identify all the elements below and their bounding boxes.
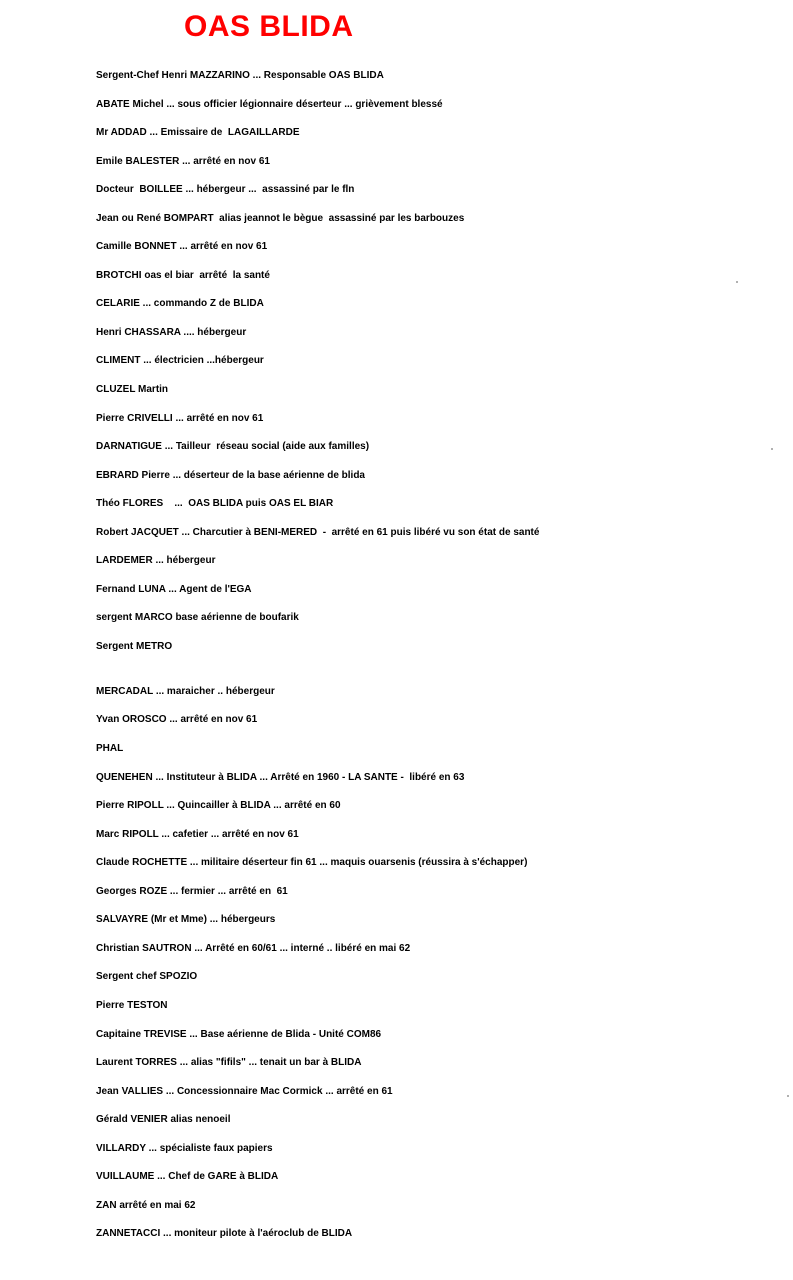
list-item: EBRARD Pierre ... déserteur de la base aérienne de blida: [96, 469, 365, 481]
list-item: MERCADAL ... maraicher .. hébergeur: [96, 685, 275, 697]
list-item: Sergent-Chef Henri MAZZARINO ... Responsable OAS BLIDA: [96, 70, 384, 81]
scan-speck: [736, 281, 738, 283]
list-item: CELARIE ... commando Z de BLIDA: [96, 298, 264, 310]
list-item: Yvan OROSCO ... arrêté en nov 61: [96, 714, 258, 726]
list-item: Capitaine TREVISE ... Base aérienne de Blida - Unité COM86: [96, 1028, 382, 1040]
list-item: Jean VALLIES ... Concessionnaire Mac Cormick ... arrêté en 61: [96, 1085, 393, 1097]
list-item: Pierre CRIVELLI ... arrêté en nov 61: [96, 412, 264, 424]
list-item: Mr ADDAD ... Emissaire de LAGAILLARDE: [96, 127, 300, 139]
list-item: ZANNETACCI ... moniteur pilote à l'aéroclub de BLIDA: [96, 1228, 353, 1240]
list-item: Docteur BOILLEE ... hébergeur ... assassiné par le fln: [96, 184, 355, 196]
list-item: Fernand LUNA ... Agent de l'EGA: [96, 583, 252, 595]
list-item: CLIMENT ... électricien ...hébergeur: [96, 355, 264, 367]
scan-speck: [771, 448, 773, 450]
list-item: Sergent chef SPOZIO: [96, 971, 198, 983]
list-item: Camille BONNET ... arrêté en nov 61: [96, 241, 268, 253]
list-item: LARDEMER ... hébergeur: [96, 555, 216, 567]
page-title: OAS BLIDA: [184, 10, 354, 43]
list-item: Marc RIPOLL ... cafetier ... arrêté en nov 61: [96, 828, 299, 840]
list-item: ABATE Michel ... sous officier légionnaire déserteur ... grièvement blessé: [96, 98, 443, 110]
list-item: VILLARDY ... spécialiste faux papiers: [96, 1142, 273, 1154]
list-item: VUILLAUME ... Chef de GARE à BLIDA: [96, 1171, 279, 1183]
list-item: Henri CHASSARA .... hébergeur: [96, 326, 247, 338]
list-item: Emile BALESTER ... arrêté en nov 61: [96, 155, 270, 167]
list-item: PHAL: [96, 743, 124, 755]
list-item: Gérald VENIER alias nenoeil: [96, 1114, 231, 1126]
list-item: sergent MARCO base aérienne de boufarik: [96, 612, 299, 624]
list-item: Pierre RIPOLL ... Quincailler à BLIDA ... arrêté en 60: [96, 800, 341, 812]
list-item: Théo FLORES ... OAS BLIDA puis OAS EL BIAR: [96, 498, 334, 510]
list-item: QUENEHEN ... Instituteur à BLIDA ... Arrêté en 1960 - LA SANTE - libéré en 63: [96, 771, 465, 783]
list-item: Robert JACQUET ... Charcutier à BENI-MERED - arrêté en 61 puis libéré vu son état de santé: [96, 526, 540, 538]
list-item: CLUZEL Martin: [96, 384, 169, 396]
list-item: BROTCHI oas el biar arrêté la santé: [96, 269, 270, 281]
list-item: Claude ROCHETTE ... militaire déserteur fin 61 ... maquis ouarsenis (réussira à s'échapper): [96, 857, 528, 869]
list-item: DARNATIGUE ... Tailleur réseau social (aide aux familles): [96, 441, 370, 453]
list-item: Georges ROZE ... fermier ... arrêté en 61: [96, 885, 288, 897]
list-item: Laurent TORRES ... alias "fifils" ... tenait un bar à BLIDA: [96, 1057, 362, 1069]
list-item: ZAN arrêté en mai 62: [96, 1199, 196, 1211]
list-item: Sergent METRO: [96, 640, 173, 652]
scan-speck: [787, 1095, 789, 1097]
list-item: Pierre TESTON: [96, 999, 168, 1011]
list-item: Christian SAUTRON ... Arrêté en 60/61 ... interné .. libéré en mai 62: [96, 942, 411, 954]
list-item: Jean ou René BOMPART alias jeannot le bègue assassiné par les barbouzes: [96, 212, 465, 224]
member-list: [96, 67, 539, 1254]
list-item: SALVAYRE (Mr et Mme) ... hébergeurs: [96, 914, 276, 926]
